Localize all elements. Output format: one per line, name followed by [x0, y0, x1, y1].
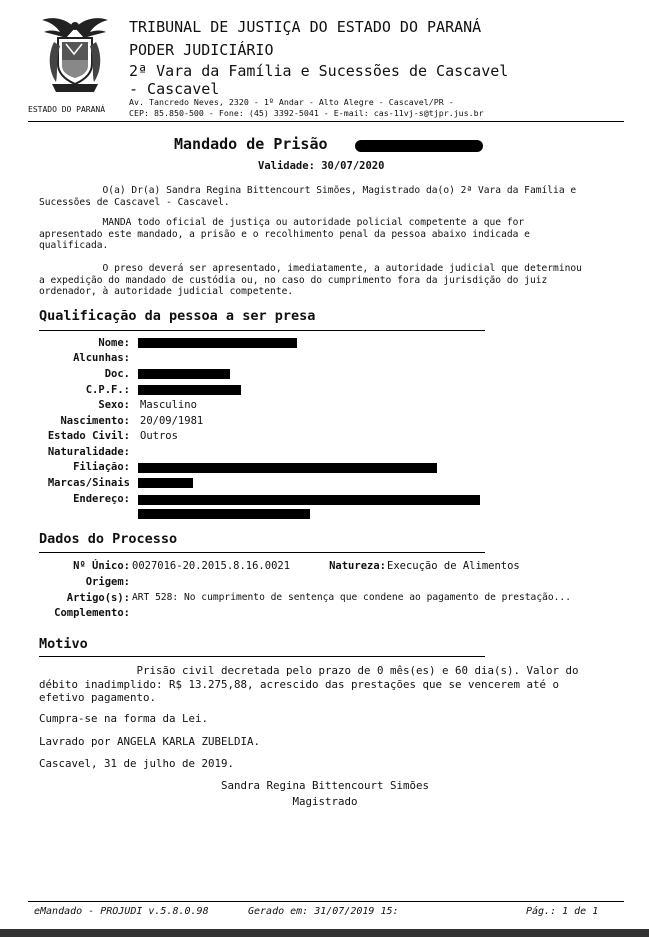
cumpra-line: Cumpra-se na forma da Lei. [39, 712, 209, 725]
label-nome: Nome: [98, 337, 130, 349]
label-nascimento: Nascimento: [60, 415, 130, 427]
document-title: Mandado de Prisão [174, 135, 328, 153]
redacted-endereco-2 [138, 509, 310, 519]
redacted-endereco-1 [138, 495, 480, 505]
signer-role: Magistrado [292, 794, 358, 808]
label-numero-unico: Nº Único: [73, 560, 130, 572]
redacted-filiacao [138, 463, 437, 473]
footer-divider [28, 901, 624, 902]
label-naturalidade: Naturalidade: [47, 446, 130, 458]
label-doc: Doc. [104, 368, 130, 380]
label-estado-civil: Estado Civil: [47, 430, 130, 442]
paragraph-manda: MANDA todo oficial de justiça ou autoridade policial competente a que for apresentado este mandado, a prisão e o recolhimento penal da pessoa abaixo indicada e qualificada. [39, 217, 530, 252]
qualificacao-underline [39, 330, 485, 331]
motivo-text: Prisão civil decretada pelo prazo de 0 mês(es) e 60 dia(s). Valor do débito inadimplido: R$ 13.275,88, acrescido das prestações que se vencerem até o efetivo pagamento. [39, 664, 579, 704]
header-divider [28, 121, 624, 122]
value-nascimento: 20/09/1981 [140, 415, 204, 427]
label-cpf: C.P.F.: [85, 384, 130, 396]
signature-block [200, 779, 450, 808]
footer-page: Pág.: 1 de 1 [526, 906, 599, 917]
redacted-doc [138, 369, 230, 379]
section-motivo: Motivo [39, 636, 88, 652]
motivo-underline [39, 656, 485, 657]
value-numero-unico: 0027016-20.2015.8.16.0021 [132, 560, 291, 572]
label-marcas: Marcas/Sinais [47, 477, 130, 489]
label-filiacao: Filiação: [73, 461, 130, 473]
signer-name: Sandra Regina Bittencourt Simões [220, 779, 429, 792]
label-artigo: Artigo(s): [66, 592, 130, 604]
date-line: Cascavel, 31 de julho de 2019. [39, 757, 235, 770]
label-complemento: Complemento: [54, 607, 130, 619]
label-natureza: Natureza: [329, 560, 386, 572]
parana-coat-of-arms-icon [38, 14, 112, 96]
header-line-1: TRIBUNAL DE JUSTIÇA DO ESTADO DO PARANÁ [129, 18, 482, 36]
header-line-4: - Cascavel [129, 80, 220, 98]
redacted-nome [138, 338, 297, 348]
section-processo: Dados do Processo [39, 531, 178, 547]
value-estado-civil: Outros [140, 430, 178, 442]
header-address-2: CEP: 85.850-500 - Fone: (45) 3392-5041 - E-mail: cas-11vj-s@tjpr.jus.br [129, 108, 484, 118]
label-alcunhas: Alcunhas: [73, 352, 130, 364]
processo-underline [39, 552, 485, 553]
label-sexo: Sexo: [98, 399, 130, 411]
header-line-3: 2ª Vara da Família e Sucessões de Cascavel [129, 62, 509, 80]
paragraph-preso: O preso deverá ser apresentado, imediatamente, a autoridade judicial que determinou a expedição do mandado de custódia ou, no caso do cumprimento fora da jurisdição do juiz ordenador, à autoridade judicial competente. [39, 263, 582, 298]
redacted-title-name [355, 140, 483, 152]
estado-label: ESTADO DO PARANÁ [28, 105, 106, 114]
section-qualificacao: Qualificação da pessoa a ser presa [39, 308, 316, 324]
header-line-2: PODER JUDICIÁRIO [129, 41, 274, 59]
value-artigo: ART 528: No cumprimento de sentença que condene ao pagamento de prestação... [132, 592, 571, 603]
footer-generated: Gerado em: 31/07/2019 15: [248, 906, 399, 917]
validity-date: Validade: 30/07/2020 [258, 160, 385, 172]
coat-of-arms [38, 14, 112, 96]
label-endereco: Endereço: [73, 493, 130, 505]
header-address-1: Av. Tancredo Neves, 2320 - 1º Andar - Alto Alegre - Cascavel/PR - [129, 97, 454, 107]
redacted-cpf [138, 385, 241, 395]
footer-system: eMandado - PROJUDI v.5.8.0.98 [34, 906, 209, 917]
value-sexo: Masculino [140, 399, 197, 411]
bottom-edge-bar [0, 929, 649, 937]
redacted-marcas [138, 478, 193, 488]
lavrado-line: Lavrado por ANGELA KARLA ZUBELDIA. [39, 735, 261, 748]
paragraph-magistrado: O(a) Dr(a) Sandra Regina Bittencourt Simões, Magistrado da(o) 2ª Vara da Família e Sucessões de Cascavel - Cascavel. [39, 185, 577, 208]
value-natureza: Execução de Alimentos [387, 560, 520, 572]
label-origem: Origem: [85, 576, 130, 588]
